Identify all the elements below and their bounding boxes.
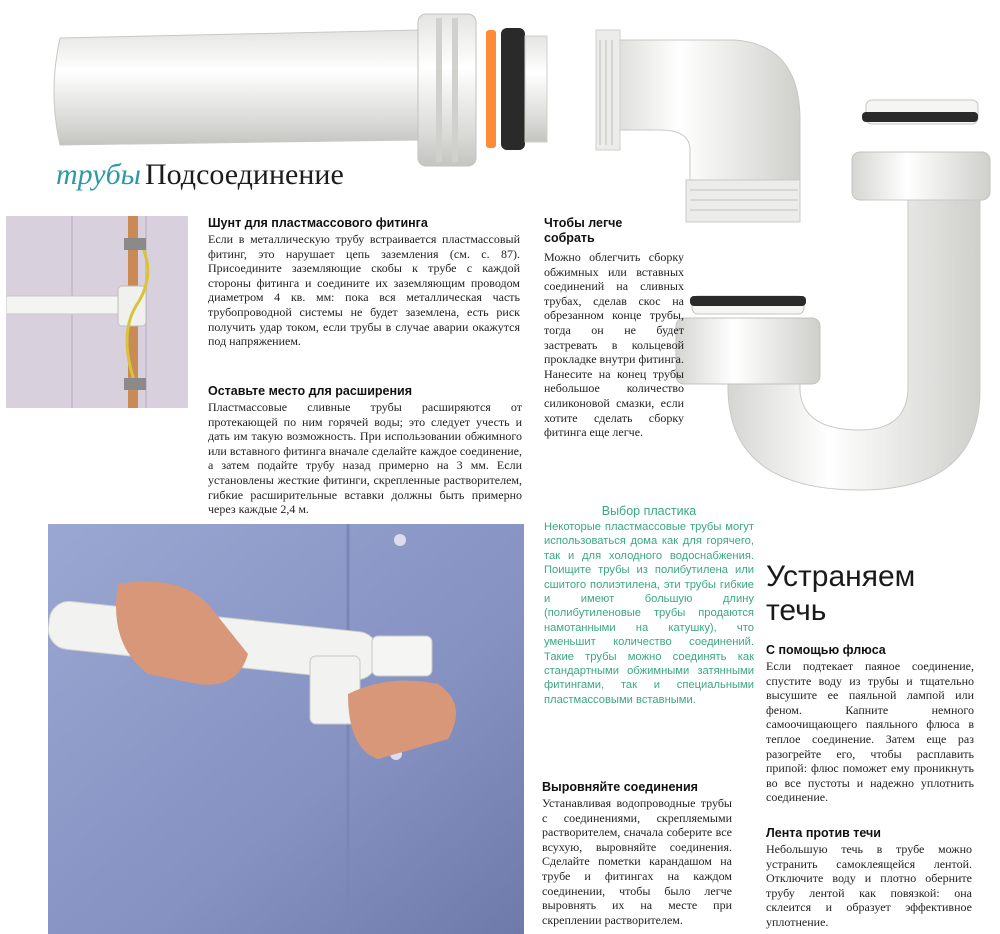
page-title-main: Подсоединение (145, 158, 344, 191)
leak-heading: Устраняем течь (766, 560, 916, 627)
straight-pipe (54, 14, 547, 166)
align-text: Устанавливая водопроводные трубы с соединениями, скрепляемыми растворителем, сначала соберите все всухую, выровняйте соединения. Сделайте пометки карандашом на трубе и фитингах на каждом соединении, чтобы было легче выровнять их на месте при скреплении растворителем. (542, 796, 732, 927)
elbow-fitting (596, 30, 800, 222)
expansion-text: Пластмассовые сливные трубы расширяются от протекающей по ним горячей воды; это следует учесть и дать им такую возможность. При использовании обжимного или вставного фитинга вначале сделайте каждое соединение, а затем подайте трубу назад примерно на 3 мм. Если установлены жесткие фитинги, скрепленные растворителем, гибкие расширительные вставки должны быть примерно через каждые 2,4 м. (208, 400, 522, 517)
assembly-title: Чтобы легче собрать (544, 216, 623, 245)
shunt-title: Шунт для пластмассового фитинга (208, 216, 428, 230)
flux-title: С помощью флюса (766, 643, 886, 657)
plastic-choice-text: Некоторые пластмассовые трубы могут использоваться дома как для горячего, так и для холодного водоснабжения. Поищите трубы из полибутилена или сшитого полиэтилена, эти трубы гибкие и имеют большую длину (полибутиленовые трубы продаются намотанными на катушку), что уменьшит количество соединений. Такие трубы можно соединять как стандартными обжимными затянными фитингами, так и специальными пластмассовыми вставными. (544, 521, 754, 706)
page-title-italic: трубы (56, 158, 141, 191)
assembly-text: Можно облегчить сборку обжимных или вставных соединений на сливных трубах, сделав скос на обрезанном конце трубы, тогда он не будет застревать в кольцевой прокладке внутри фитинга. Нанесите на конец трубы небольшое количество силиконовой смазки, если хотите сделать сборку фитинга еще легче. (544, 250, 684, 440)
page-title (56, 158, 344, 192)
expansion-title: Оставьте место для расширения (208, 384, 413, 398)
shunt-photo (6, 216, 188, 408)
hands-photo (48, 524, 524, 934)
tape-text: Небольшую течь в трубе можно устранить самоклеящейся лентой. Отключите воду и плотно оберните трубу лентой как повязкой: она склеится и образует эффективное уплотнение. (766, 842, 972, 929)
shunt-text: Если в металлическую трубу встраивается пластмассовый фитинг, это нарушает цепь заземления (см. с. 87). Присоедините заземляющие скобы к трубе с каждой стороны фитинга и соедините их заземляющим проводом диаметром 4 кв. мм: пока вся металлическая часть трубопроводной системы не будет заземлена, есть риск получить удар током, если трубы в случае аварии окажутся под напряжением. (208, 232, 520, 349)
tape-title: Лента против течи (766, 826, 881, 840)
flux-text: Если подтекает паяное соединение, спустите воду из трубы и тщательно высушите ее паяльной лампой или феном. Капните немного самоочищающего паяльного флюса в теплое соединение. Затем еще раз разогрейте его, чтобы расплавить припой: флюс поможет ему проникнуть во все пустоты и надежно уплотнить соединение. (766, 659, 974, 805)
align-title: Выровняйте соединения (542, 780, 698, 794)
plastic-choice-title: Выбор пластика (601, 504, 697, 518)
